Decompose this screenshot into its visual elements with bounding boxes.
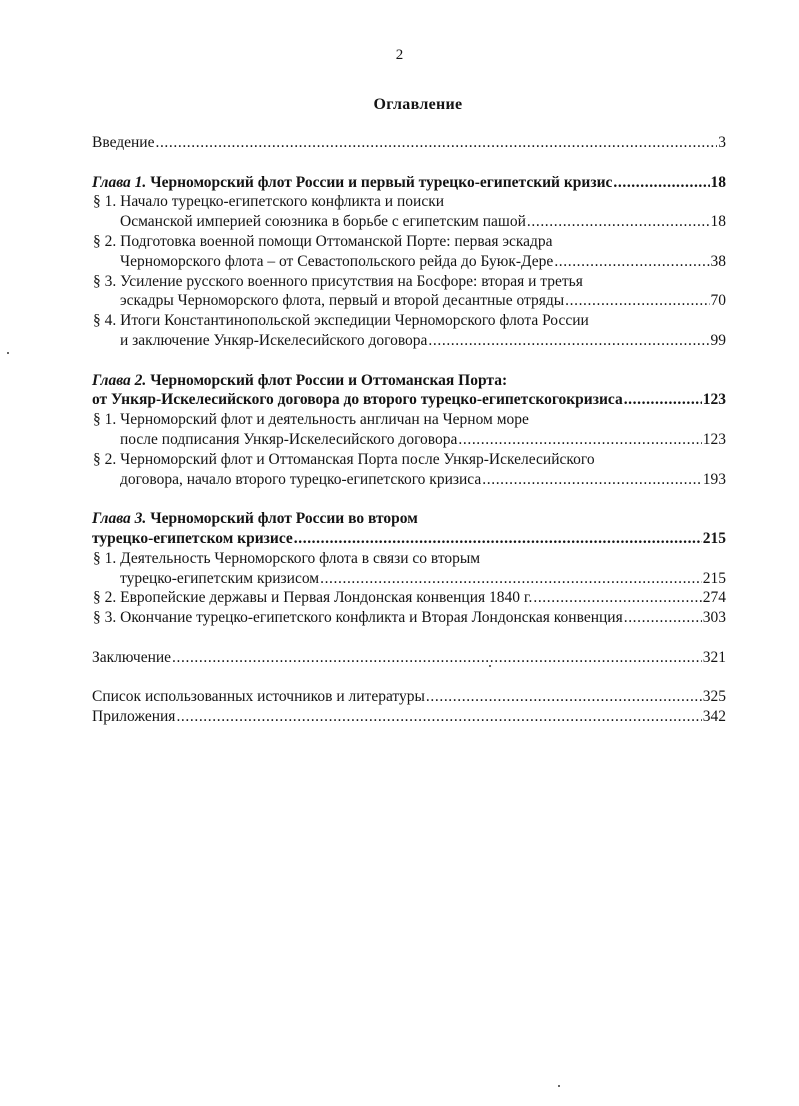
entry-label: Введение [92, 134, 155, 151]
entry-label: и заключение Ункяр-Искелесийского договора [120, 331, 428, 349]
page-ref: 193 [702, 470, 726, 488]
page-ref: 325 [702, 688, 726, 706]
toc-section-3-2[interactable] [92, 588, 726, 608]
chapter-title: Черноморский флот России и первый турецко-египетский кризис [150, 173, 613, 191]
page-ref: 274 [702, 589, 726, 607]
toc-section-1-3[interactable] [92, 291, 726, 311]
toc-section-1-1[interactable] [92, 212, 726, 232]
dot-leader [176, 707, 701, 727]
page-ref: 215 [702, 529, 726, 547]
page-ref: 215 [702, 569, 726, 587]
dot-leader [155, 133, 717, 153]
chapter-label: Глава 1. [92, 173, 147, 191]
toc-title: Оглавление [373, 96, 463, 113]
entry-label: Черноморского флота – от Севастопольского рейда до Буюк-Дере [120, 252, 554, 270]
entry-label: Список использованных источников и литературы [92, 688, 425, 706]
entry-label: договора, начало второго турецко-египетского кризиса [120, 470, 482, 488]
spacer [92, 153, 726, 173]
toc-section-2-2-line1[interactable]: § 2. Черноморский флот и Оттоманская Порта после Ункяр-Искелесийского [93, 450, 595, 468]
toc-section-2-1-line1[interactable]: § 1. Черноморский флот и деятельность англичан на Черном море [93, 411, 529, 429]
page-ref: 3 [718, 134, 726, 151]
dot-leader [426, 687, 702, 707]
toc-section-1-2[interactable] [92, 252, 726, 272]
page-ref: 342 [702, 708, 726, 726]
page-ref: 18 [710, 173, 726, 191]
dot-leader [624, 608, 702, 628]
entry-label: § 2. Европейские державы и Первая Лондонская конвенция 1840 г. [93, 589, 533, 607]
toc-entry-introduction[interactable] [92, 133, 726, 153]
toc-entry-sources[interactable] [92, 687, 726, 707]
page-ref: 303 [702, 609, 726, 627]
toc-section-3-3[interactable] [92, 608, 726, 628]
dot-leader [482, 470, 701, 490]
chapter-label: Глава 3. [92, 510, 147, 528]
spacer [92, 628, 726, 648]
dot-leader [613, 173, 709, 193]
entry-label: после подписания Ункяр-Искелесийского договора [120, 430, 458, 448]
toc-entry-chapter-3-line1[interactable] [92, 509, 726, 529]
page-ref: 70 [710, 292, 726, 310]
toc-section-1-2-line1[interactable]: § 2. Подготовка военной помощи Оттоманской Порте: первая эскадра [93, 232, 553, 250]
entry-label: турецко-египетским кризисом [120, 569, 320, 587]
spacer [92, 489, 726, 509]
toc-section-1-1-line1[interactable]: § 1. Начало турецко-египетского конфликта и поиски [93, 193, 445, 211]
toc-entry-chapter-1[interactable] [92, 173, 726, 193]
spacer [92, 351, 726, 371]
page-ref: 123 [702, 430, 726, 448]
table-of-contents [92, 133, 726, 727]
page-number: 2 [395, 47, 404, 63]
dot-leader [624, 390, 702, 410]
dot-leader [565, 291, 709, 311]
toc-section-3-1-line1[interactable]: § 1. Деятельность Черноморского флота в связи со вторым [93, 549, 481, 567]
toc-section-1-4[interactable] [92, 331, 726, 351]
entry-label: Приложения [92, 708, 176, 726]
dot-leader [527, 212, 710, 232]
dot-leader [458, 430, 701, 450]
scan-speck [7, 352, 9, 354]
dot-leader [294, 529, 702, 549]
page-ref: 38 [710, 252, 726, 270]
page-ref: 99 [710, 331, 726, 349]
toc-entry-appendices[interactable] [92, 707, 726, 727]
chapter-label: Глава 2. [92, 371, 147, 389]
scan-speck [489, 665, 491, 667]
chapter-title: Черноморский флот России во втором [150, 510, 418, 528]
chapter-title: Черноморский флот России и Оттоманская Порта: [150, 371, 508, 389]
page-ref: 18 [710, 213, 726, 231]
toc-section-2-1[interactable] [92, 430, 726, 450]
spacer [92, 668, 726, 688]
toc-entry-conclusion[interactable] [92, 648, 726, 668]
scan-speck [558, 1085, 560, 1087]
dot-leader [554, 252, 709, 272]
chapter-title: турецко-египетском кризисе [92, 529, 293, 547]
dot-leader [172, 648, 702, 668]
dot-leader [533, 588, 701, 608]
toc-section-1-3-line1[interactable]: § 3. Усиление русского военного присутствия на Босфоре: вторая и третья [93, 272, 583, 290]
entry-label: эскадры Черноморского флота, первый и второй десантные отряды [120, 292, 565, 310]
toc-entry-chapter-2-line1[interactable] [92, 371, 726, 391]
toc-section-2-2[interactable] [92, 470, 726, 490]
toc-entry-chapter-3[interactable] [92, 529, 726, 549]
toc-entry-chapter-2[interactable] [92, 390, 726, 410]
toc-section-1-4-line1[interactable]: § 4. Итоги Константинопольской экспедиции Черноморского флота России [93, 312, 589, 330]
entry-label: Османской империей союзника в борьбе с египетским пашой [120, 213, 526, 231]
dot-leader [320, 569, 702, 589]
toc-section-3-1[interactable] [92, 569, 726, 589]
chapter-title: от Ункяр-Искелесийского договора до второго турецко-египетскогокризиса [92, 391, 623, 409]
page-ref: 321 [702, 648, 726, 666]
entry-label: § 3. Окончание турецко-египетского конфликта и Вторая Лондонская конвенция [93, 609, 623, 627]
page-ref: 123 [702, 391, 726, 409]
dot-leader [428, 331, 709, 351]
entry-label: Заключение [92, 648, 172, 666]
